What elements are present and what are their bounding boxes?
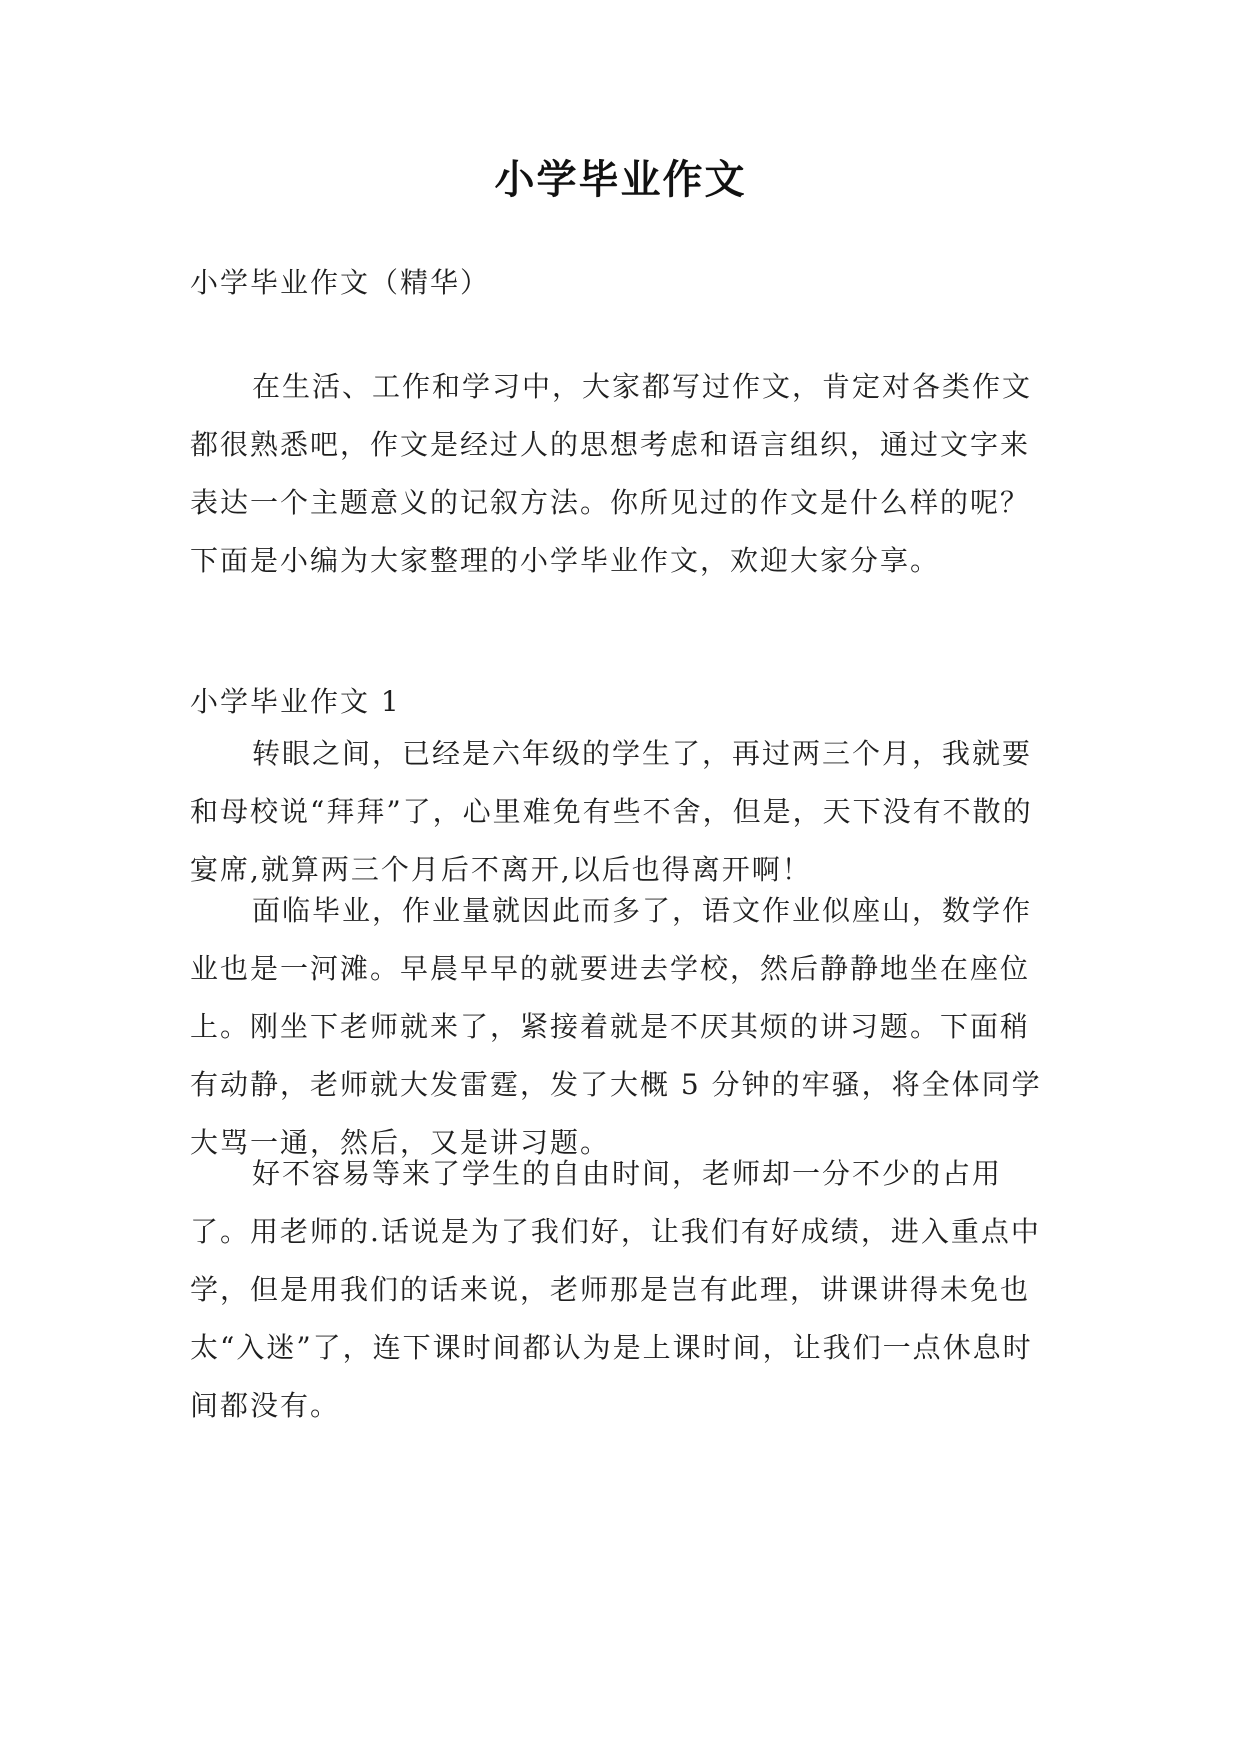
section-heading: 小学毕业作文 1 <box>190 685 401 718</box>
body-paragraph-2: 面临毕业，作业量就因此而多了，语文作业似座山，数学作业也是一河滩。早晨早早的就要进去学校，然后静静地坐在座位上。刚坐下老师就来了，紧接着就是不厌其烦的讲习题。下面稍有动静，老师就大发雷霆，发了大概 5 分钟的牢骚，将全体同学大骂一通，然后，又是讲习题。 <box>190 894 1042 1159</box>
intro-paragraph: 在生活、工作和学习中，大家都写过作文，肯定对各类作文都很熟悉吧，作文是经过人的思想考虑和语言组织，通过文字来表达一个主题意义的记叙方法。你所见过的作文是什么样的呢？下面是小编为大家整理的小学毕业作文，欢迎大家分享。 <box>190 370 1033 577</box>
document-subtitle: 小学毕业作文（精华） <box>190 266 491 299</box>
body-paragraph-3: 好不容易等来了学生的自由时间，老师却一分不少的占用了。用老师的.话说是为了我们好，让我们有好成绩，进入重点中学，但是用我们的话来说，老师那是岂有此理，讲课讲得未免也太“入迷”了，连下课时间都认为是上课时间，让我们一点休息时间都没有。 <box>190 1157 1041 1422</box>
body-paragraph-1: 转眼之间，已经是六年级的学生了，再过两三个月，我就要和母校说“拜拜”了，心里难免有些不舍，但是，天下没有不散的宴席,就算两三个月后不离开,以后也得离开啊！ <box>190 737 1033 886</box>
document-title: 小学毕业作文 <box>494 157 747 203</box>
